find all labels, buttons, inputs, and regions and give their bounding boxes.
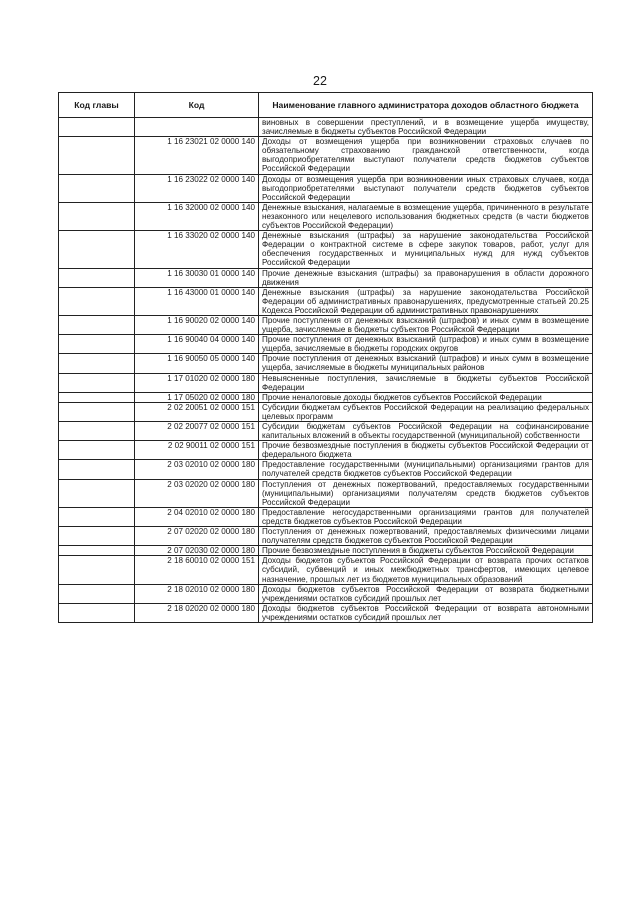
name-cell: Прочие поступления от денежных взысканий (штрафов) и иных сумм в возмещение ущерба, зачисляемые в бюджеты субъектов Российской Федерации [259,315,593,334]
code-cell: 1 16 33020 02 0000 140 [135,231,259,268]
table-row [59,507,593,526]
table-row [59,335,593,354]
chief-code-cell [59,231,135,268]
code-cell: 2 02 90011 02 0000 151 [135,441,259,460]
name-cell: Денежные взыскания, налагаемые в возмещение ущерба, причиненного в результате незаконного или нецелевого использования бюджетных средств (в части бюджетов субъектов Российской Федерации) [259,202,593,230]
name-cell: Поступления от денежных пожертвований, предоставляемых физическими лицами получателям средств бюджетов субъектов Российской Федерации [259,527,593,546]
code-cell: 1 16 90040 04 0000 140 [135,335,259,354]
code-cell: 1 16 23021 02 0000 140 [135,137,259,174]
code-cell: 2 02 20051 02 0000 151 [135,402,259,421]
chief-code-cell [59,527,135,546]
name-cell: Доходы бюджетов субъектов Российской Федерации от возврата бюджетными учреждениями остатков субсидий прошлых лет [259,584,593,603]
name-cell: Доходы бюджетов субъектов Российской Федерации от возврата автономными учреждениями остатков субсидий прошлых лет [259,603,593,622]
code-cell: 2 04 02010 02 0000 180 [135,507,259,526]
code-cell [135,118,259,137]
chief-code-cell [59,507,135,526]
chief-code-cell [59,373,135,392]
chief-code-cell [59,287,135,315]
code-cell: 1 16 43000 01 0000 140 [135,287,259,315]
name-cell: Прочие безвозмездные поступления в бюджеты субъектов Российской Федерации [259,546,593,556]
name-cell: виновных в совершении преступлений, и в возмещение ущерба имуществу, зачисляемые в бюджеты субъектов Российской Федерации [259,118,593,137]
code-cell: 1 16 90020 02 0000 140 [135,315,259,334]
name-cell: Доходы бюджетов субъектов Российской Федерации от возврата прочих остатков субсидий, субвенций и иных межбюджетных трансфертов, имеющих целевое назначение, прошлых лет из бюджетов муниципальных образований [259,556,593,584]
table-row [59,202,593,230]
name-cell: Невыясненные поступления, зачисляемые в бюджеты субъектов Российской Федерации [259,373,593,392]
table-row [59,137,593,174]
name-cell: Доходы от возмещения ущерба при возникновении страховых случаев по обязательному страхованию гражданской ответственности, когда выгодоприобретателями выступают получатели средств бюджетов субъектов Российской Федерации [259,137,593,174]
chief-code-cell [59,460,135,479]
chief-code-cell [59,137,135,174]
chief-code-cell [59,479,135,507]
name-cell: Прочие неналоговые доходы бюджетов субъектов Российской Федерации [259,392,593,402]
name-cell: Денежные взыскания (штрафы) за нарушение законодательства Российской Федерации о контрактной системе в сфере закупок товаров, работ, услуг для обеспечения государственных и муниципальных нужд для нужд субъектов Российской Федерации [259,231,593,268]
code-cell: 2 07 02030 02 0000 180 [135,546,259,556]
table-row [59,441,593,460]
chief-code-cell [59,268,135,287]
table-row [59,287,593,315]
table-row [59,174,593,202]
name-cell: Прочие поступления от денежных взысканий (штрафов) и иных сумм в возмещение ущерба, зачисляемые в бюджеты муниципальных районов [259,354,593,373]
header-name: Наименование главного администратора доходов областного бюджета [259,93,593,118]
name-cell: Субсидии бюджетам субъектов Российской Федерации на софинансирование капитальных вложений в объекты государственной (муниципальной) собственности [259,422,593,441]
table-row [59,603,593,622]
table-body [59,118,593,623]
code-cell: 1 16 32000 02 0000 140 [135,202,259,230]
chief-code-cell [59,202,135,230]
table-row [59,231,593,268]
name-cell: Предоставление государственными (муниципальными) организациями грантов для получателей средств бюджетов субъектов Российской Федерации [259,460,593,479]
code-cell: 1 16 23022 02 0000 140 [135,174,259,202]
table-row [59,527,593,546]
table-row [59,546,593,556]
chief-code-cell [59,422,135,441]
name-cell: Субсидии бюджетам субъектов Российской Федерации на реализацию федеральных целевых программ [259,402,593,421]
code-cell: 2 18 02020 02 0000 180 [135,603,259,622]
code-cell: 2 18 02010 02 0000 180 [135,584,259,603]
header-code: Код [135,93,259,118]
table-row [59,373,593,392]
name-cell: Прочие безвозмездные поступления в бюджеты субъектов Российской Федерации от федерального бюджета [259,441,593,460]
code-cell: 1 17 05020 02 0000 180 [135,392,259,402]
table-row [59,354,593,373]
name-cell: Денежные взыскания (штрафы) за нарушение законодательства Российской Федерации об административных правонарушениях, предусмотренные статьей 20.25 Кодекса Российской Федерации об административных правонарушениях [259,287,593,315]
chief-code-cell [59,174,135,202]
code-cell: 1 17 01020 02 0000 180 [135,373,259,392]
name-cell: Прочие поступления от денежных взысканий (штрафов) и иных сумм в возмещение ущерба, зачисляемые в бюджеты городских округов [259,335,593,354]
chief-code-cell [59,335,135,354]
table-row [59,268,593,287]
chief-code-cell [59,118,135,137]
chief-code-cell [59,392,135,402]
name-cell: Предоставление негосударственными организациями грантов для получателей средств бюджетов субъектов Российской Федерации [259,507,593,526]
table-row [59,315,593,334]
chief-code-cell [59,556,135,584]
revenue-administrators-table [58,92,593,623]
chief-code-cell [59,402,135,421]
table-row [59,556,593,584]
chief-code-cell [59,315,135,334]
table-row [59,584,593,603]
chief-code-cell [59,354,135,373]
name-cell: Поступления от денежных пожертвований, предоставляемых государственными (муниципальными) организациями получателям средств бюджетов субъектов Российской Федерации [259,479,593,507]
chief-code-cell [59,603,135,622]
code-cell: 2 07 02020 02 0000 180 [135,527,259,546]
code-cell: 2 03 02010 02 0000 180 [135,460,259,479]
chief-code-cell [59,584,135,603]
chief-code-cell [59,546,135,556]
table-header-row [59,93,593,118]
page-number: 22 [313,74,327,88]
table-row [59,118,593,137]
table-row [59,402,593,421]
table-row [59,392,593,402]
table-row [59,460,593,479]
code-cell: 2 03 02020 02 0000 180 [135,479,259,507]
code-cell: 1 16 30030 01 0000 140 [135,268,259,287]
table-row [59,479,593,507]
code-cell: 2 02 20077 02 0000 151 [135,422,259,441]
chief-code-cell [59,441,135,460]
code-cell: 2 18 60010 02 0000 151 [135,556,259,584]
name-cell: Доходы от возмещения ущерба при возникновении иных страховых случаев, когда выгодоприобретателями выступают получатели средств бюджетов субъектов Российской Федерации [259,174,593,202]
name-cell: Прочие денежные взыскания (штрафы) за правонарушения в области дорожного движения [259,268,593,287]
header-chief-code: Код главы [59,93,135,118]
table-row [59,422,593,441]
code-cell: 1 16 90050 05 0000 140 [135,354,259,373]
